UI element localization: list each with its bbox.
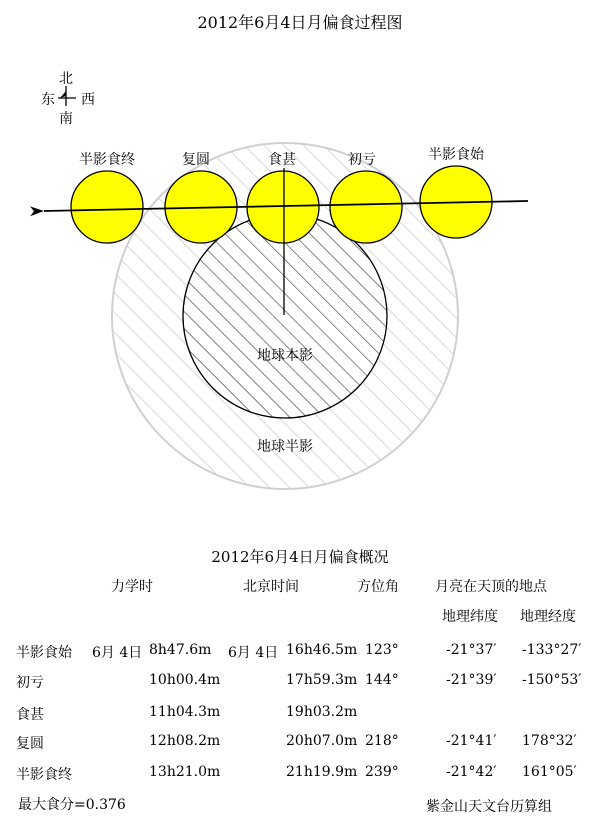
umbra-label: 地球本影 xyxy=(257,348,313,364)
compass-west: 西 xyxy=(81,92,95,108)
row-beijing-time: 19h03.2m xyxy=(286,704,358,720)
row-dynamical-time: 12h08.2m xyxy=(149,733,221,749)
header-beijing-time: 北京时间 xyxy=(243,579,299,595)
row-phase-name: 初亏 xyxy=(16,675,44,691)
phase-label-first-contact: 初亏 xyxy=(348,152,376,168)
header-zenith-location: 月亮在天顶的地点 xyxy=(435,579,547,595)
row-beijing-time: 17h59.3m xyxy=(286,672,358,688)
table-title: 2012年6月4日月偏食概况 xyxy=(211,548,389,566)
row-longitude: -150°53′ xyxy=(522,672,582,688)
row-position-angle: 123° xyxy=(365,642,399,658)
max-magnitude: 最大食分=0.376 xyxy=(18,797,126,813)
compass-south: 南 xyxy=(59,111,73,127)
row-latitude: -21°39′ xyxy=(446,672,497,688)
row-beijing-time: 21h19.9m xyxy=(286,764,358,780)
row-dynamical-time: 11h04.3m xyxy=(149,704,221,720)
moon-penumbral-end xyxy=(71,171,143,243)
compass-east: 东 xyxy=(41,92,55,108)
header-position-angle: 方位角 xyxy=(357,579,399,595)
phase-label-last-contact: 复圆 xyxy=(182,152,210,168)
header-longitude: 地理经度 xyxy=(520,609,576,625)
row-latitude: -21°37′ xyxy=(446,642,497,658)
phase-label-penumbral-end: 半影食终 xyxy=(79,152,135,168)
row-phase-name: 食甚 xyxy=(16,707,44,723)
row-dt-date: 6月 4日 xyxy=(92,645,143,661)
compass-north: 北 xyxy=(59,71,73,87)
row-phase-name: 半影食始 xyxy=(16,645,72,661)
row-latitude: -21°41′ xyxy=(446,733,497,749)
row-beijing-time: 16h46.5m xyxy=(286,642,358,658)
moon-first-contact xyxy=(330,171,402,243)
compass-arrow xyxy=(60,91,66,98)
row-beijing-time: 20h07.0m xyxy=(286,733,358,749)
row-position-angle: 239° xyxy=(365,764,399,780)
row-position-angle: 144° xyxy=(365,672,399,688)
row-phase-name: 复圆 xyxy=(16,736,44,752)
penumbra-label: 地球半影 xyxy=(257,439,313,455)
phase-label-greatest: 食甚 xyxy=(268,152,296,168)
page-title: 2012年6月4日月偏食过程图 xyxy=(197,13,403,32)
phase-label-penumbral-start: 半影食始 xyxy=(428,147,484,163)
row-phase-name: 半影食终 xyxy=(16,767,72,783)
header-latitude: 地理纬度 xyxy=(442,609,498,625)
compass xyxy=(41,71,95,127)
row-position-angle: 218° xyxy=(365,733,399,749)
row-dynamical-time: 10h00.4m xyxy=(149,672,221,688)
credit: 紫金山天文台历算组 xyxy=(426,799,552,815)
row-latitude: -21°42′ xyxy=(446,764,497,780)
row-dynamical-time: 8h47.6m xyxy=(149,642,212,658)
row-longitude: -133°27′ xyxy=(522,642,582,658)
row-longitude: 161°05′ xyxy=(522,764,577,780)
eclipse-diagram xyxy=(0,60,600,530)
umbra-hatch xyxy=(183,214,387,418)
header-dynamical-time: 力学时 xyxy=(111,579,153,595)
row-longitude: 178°32′ xyxy=(522,733,577,749)
row-bj-date: 6月 4日 xyxy=(228,645,279,661)
row-dynamical-time: 13h21.0m xyxy=(149,764,221,780)
